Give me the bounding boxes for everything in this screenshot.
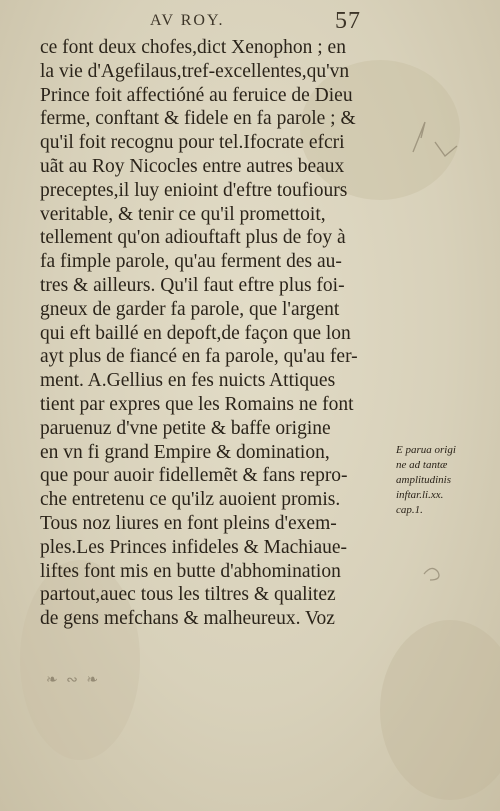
text-line: liftes font mis en butte d'abhomination xyxy=(40,560,341,582)
text-line: tellement qu'on adiouftaft plus de foy à xyxy=(40,227,346,249)
text-line: tres & ailleurs. Qu'il faut eftre plus foi- xyxy=(40,274,345,296)
margin-note xyxy=(396,443,496,518)
text-line: gneux de garder fa parole, que l'argent xyxy=(40,298,340,320)
running-title: AV ROY. xyxy=(150,12,225,29)
text-line: preceptes,il luy enioint d'eftre toufiours xyxy=(40,179,348,201)
text-line: la vie d'Agefilaus,tref-excellentes,qu'vn xyxy=(40,60,350,82)
pencil-mark-icon xyxy=(405,112,465,162)
text-line: ce font deux chofes,dict Xenophon ; en xyxy=(40,37,346,58)
text-line: uãt au Roy Nicocles entre autres beaux xyxy=(40,155,345,177)
text-line: veritable, & tenir ce qu'il promettoit, xyxy=(40,203,326,225)
text-line: ment. A.Gellius en fes nuicts Attiques xyxy=(40,370,336,392)
text-line: partout,auec tous les tiltres & qualitez xyxy=(40,584,336,606)
text-line: de gens mefchans & malheureux. Voz xyxy=(40,608,335,630)
text-line: qui eft baillé en depoft,de façon que lon xyxy=(40,322,351,344)
text-line: que pour auoir fidellemẽt & fans repro- xyxy=(40,465,348,487)
text-line: tient par expres que les Romains ne font xyxy=(40,393,354,415)
margin-note-line: E parua origi xyxy=(396,444,456,456)
body-text xyxy=(40,36,400,631)
paper-stain xyxy=(380,620,500,800)
text-line: fa fimple parole, qu'au ferment des au- xyxy=(40,251,342,273)
text-line: paruenuz d'vne petite & baffe origine xyxy=(40,417,331,439)
page-number: 57 xyxy=(335,8,361,34)
text-line: che entretenu ce qu'ilz auoient promis. xyxy=(40,489,341,511)
margin-note-line: amplitudinis xyxy=(396,474,452,486)
text-line: qu'il foit recognu pour tel.Ifocrate efcri xyxy=(40,132,345,154)
margin-note-line: cap.1. xyxy=(396,504,423,516)
text-line: ples.Les Princes infideles & Machiaue- xyxy=(40,536,348,558)
pencil-mark-icon xyxy=(418,562,448,586)
text-line: Prince foit affectióné au feruice de Dieu xyxy=(40,84,353,106)
margin-note-line: inftar.li.xx. xyxy=(396,489,444,501)
ornament-icon: ❧ ∾ ❧ xyxy=(46,672,101,688)
text-line: Tous noz liures en font pleins d'exem- xyxy=(40,512,337,534)
text-line: ferme, conftant & fidele en fa parole ; & xyxy=(40,108,356,130)
text-line: ayt plus de fiancé en fa parole, qu'au fer- xyxy=(40,346,358,368)
margin-note-line: ne ad tantæ xyxy=(396,459,448,471)
text-line: en vn fi grand Empire & domination, xyxy=(40,441,330,463)
